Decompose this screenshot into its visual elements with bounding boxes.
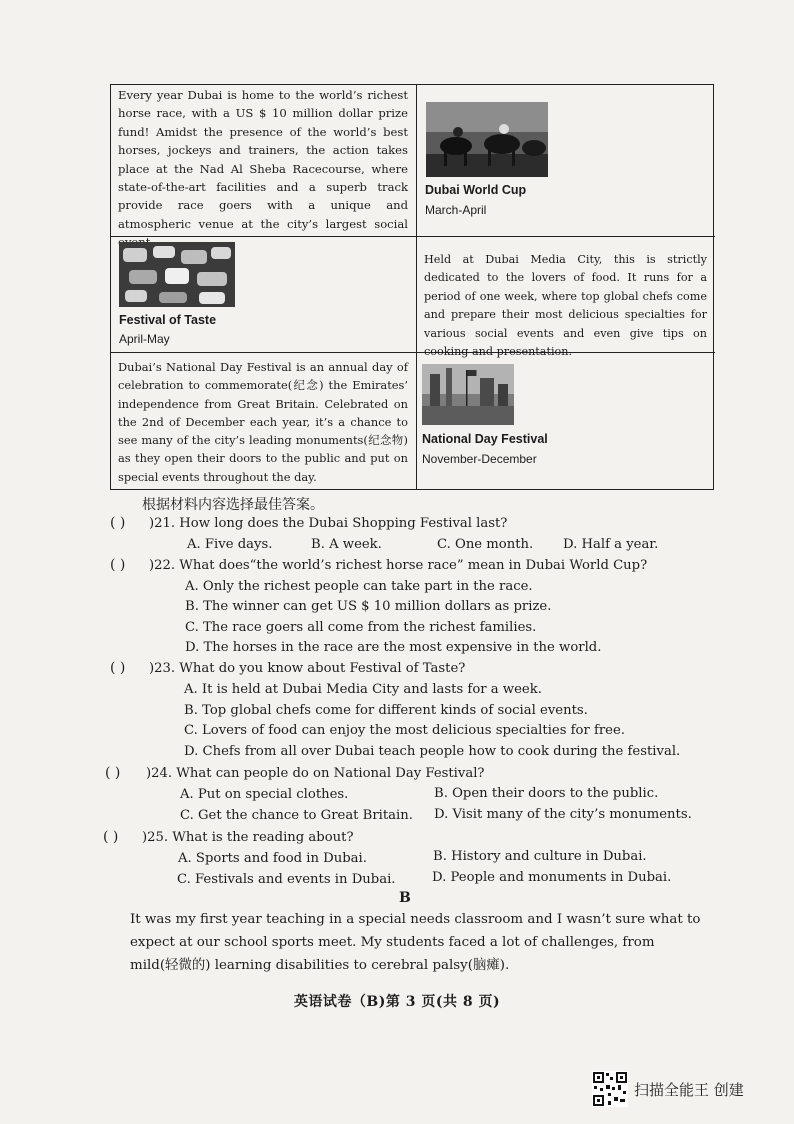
events-table <box>110 84 714 490</box>
q22-option-a: A. Only the richest people can take part in the race. <box>185 579 533 594</box>
national-day-date: November-December <box>422 452 537 466</box>
q22-option-c: C. The race goers all come from the richest families. <box>185 620 537 635</box>
scanner-watermark <box>592 1071 744 1107</box>
food-photo <box>119 242 235 307</box>
answer-blank-23[interactable]: ( ) <box>110 660 126 676</box>
q21-option-b: B. A week. <box>311 537 382 552</box>
festival-of-taste-caption-cell <box>111 237 417 353</box>
festival-of-taste-description-cell <box>417 237 715 359</box>
national-day-description: Dubai’s National Day Festival is an annual day of celebration to commemorate(纪念) the Emirates’ independence from Great Britain. Celebrated on the 2nd of December each year, it’s a chance to see many of the city’s leading monuments(纪念物) as they open their doors to the public and put on special events throughout the day. <box>118 360 408 484</box>
dubai-world-cup-date: March-April <box>425 203 487 217</box>
passage-b-text: It was my first year teaching in a special needs classroom and I wasn’t sure what to expect at our school sports meet. My students faced a lot of challenges, from mild(轻微的) learning disabilities to cerebral palsy(脑瘫). <box>130 912 701 973</box>
q24-option-c: C. Get the chance to Great Britain. <box>180 808 413 823</box>
dubai-world-cup-title: Dubai World Cup <box>425 183 527 197</box>
q21-option-c: C. One month. <box>437 537 534 552</box>
q25-option-c: C. Festivals and events in Dubai. <box>177 872 396 887</box>
question-22: )22. What does“the world’s richest horse race” mean in Dubai World Cup? <box>149 558 648 573</box>
festival-of-taste-description: Held at Dubai Media City, this is strictly dedicated to the lovers of food. It runs for a period of one week, where top global chefs come and prepare their most delicious specialties for various social events and even give tips on cooking and presentation. <box>424 253 707 359</box>
qr-code-icon <box>592 1071 628 1107</box>
festival-of-taste-title: Festival of Taste <box>119 313 217 327</box>
q21-option-a: A. Five days. <box>187 537 273 552</box>
q22-option-b: B. The winner can get US $ 10 million dollars as prize. <box>185 599 552 614</box>
national-day-description-cell <box>111 353 417 489</box>
section-b-heading: B <box>399 890 411 906</box>
q24-option-b: B. Open their doors to the public. <box>434 786 659 801</box>
answer-blank-21[interactable]: ( ) <box>110 515 126 531</box>
answer-blank-24[interactable]: ( ) <box>105 765 121 781</box>
q23-option-c: C. Lovers of food can enjoy the most delicious specialties for free. <box>184 723 625 738</box>
answer-blank-22[interactable]: ( ) <box>110 557 126 573</box>
q24-option-d: D. Visit many of the city’s monuments. <box>434 807 692 822</box>
national-day-title: National Day Festival <box>422 432 548 446</box>
question-21: )21. How long does the Dubai Shopping Festival last? <box>149 516 508 531</box>
q25-option-b: B. History and culture in Dubai. <box>433 849 647 864</box>
question-25: )25. What is the reading about? <box>142 830 354 845</box>
answer-blank-25[interactable]: ( ) <box>103 829 119 845</box>
q21-option-d: D. Half a year. <box>563 537 659 552</box>
q25-option-d: D. People and monuments in Dubai. <box>432 870 672 885</box>
dubai-world-cup-description: Every year Dubai is home to the world’s richest horse race, with a US $ 10 million dollar prize fund! Amidst the presence of the world’s best horses, jockeys and trainers, the action takes place at the Nad Al Sheba Racecourse, where state-of-the-art facilities and a superb track provide race goers with a unique and atmospheric venue at the city’s largest social <box>118 88 408 231</box>
q23-option-b: B. Top global chefs come for different kinds of social events. <box>184 703 588 718</box>
q22-option-d: D. The horses in the race are the most expensive in the world. <box>185 640 602 655</box>
q23-option-a: A. It is held at Dubai Media City and lasts for a week. <box>184 682 542 697</box>
q24-option-a: A. Put on special clothes. <box>180 787 349 802</box>
q23-option-d: D. Chefs from all over Dubai teach people how to cook during the festival. <box>184 744 681 759</box>
page-footer: 英语试卷（B)第 3 页(共 8 页) <box>293 994 501 1010</box>
dubai-world-cup-caption-cell <box>417 85 715 237</box>
dubai-world-cup-description-cell <box>111 85 417 237</box>
watermark-text: 扫描全能王 创建 <box>634 1080 744 1099</box>
horse-race-photo <box>426 102 548 177</box>
national-day-caption-cell <box>417 353 715 489</box>
city-monument-photo <box>422 364 514 425</box>
instruction: 根据材料内容选择最佳答案。 <box>142 497 324 513</box>
q25-option-a: A. Sports and food in Dubai. <box>178 851 367 866</box>
question-23: )23. What do you know about Festival of Taste? <box>149 661 466 676</box>
question-24: )24. What can people do on National Day Festival? <box>146 766 485 781</box>
festival-of-taste-date: April-May <box>119 332 170 346</box>
